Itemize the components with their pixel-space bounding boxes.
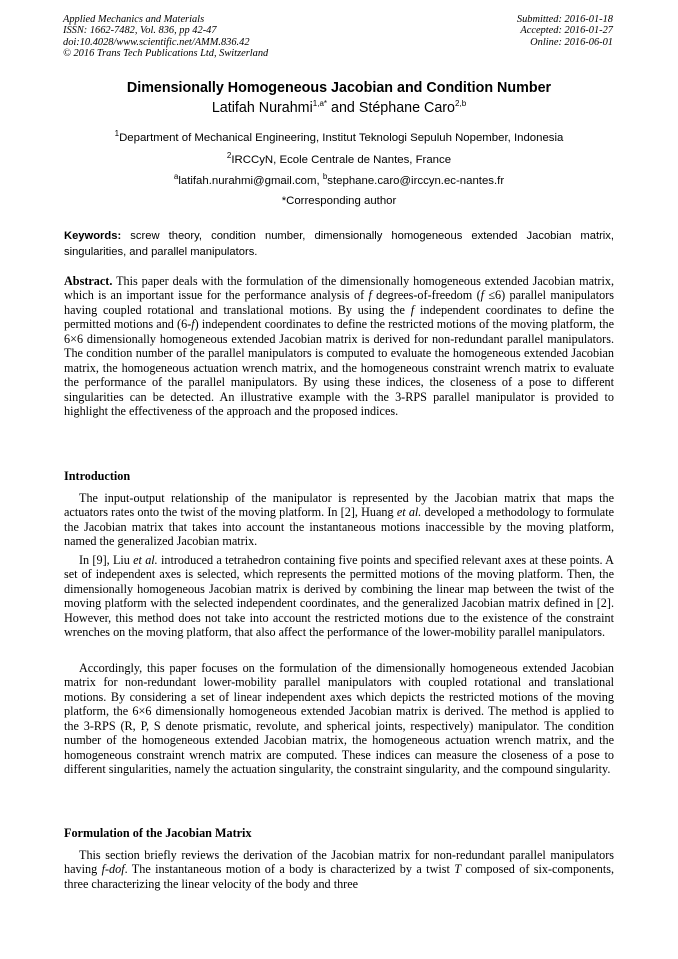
paper-title: Dimensionally Homogeneous Jacobian and Condition Number [126, 80, 552, 96]
journal-issn: ISSN: 1662-7482, Vol. 836, pp 42-47 [63, 25, 217, 37]
intro-paragraph-2 [64, 553, 614, 640]
journal-header-left [63, 14, 268, 60]
italic-text: f-dof [101, 862, 125, 877]
submitted-date: Submitted: 2016-01-18 [516, 14, 613, 25]
intro-paragraph-1 [64, 491, 614, 549]
journal-doi: doi:10.4028/www.scientific.net/AMM.836.42 [63, 36, 250, 48]
accepted-date: Accepted: 2016-01-27 [520, 25, 613, 37]
paragraph-text: introduced a tetrahedron containing five points and specified relevant axes at these points. A set of independent axes is selected, which represents the permitted motions of the moving platform. Then, the dimensionally homogeneous Jacobian matrix is derived by combining the linear map between the twist of the moving platform with the selected independent coordinates, and the generalized Jacobian matrix defined in [2]. However, this method does not take into account the restricted motions due to the existence of the constraint wrenches on the moving platform, that also affect the performance of the lower-mobility parallel manipulators. [64, 553, 614, 640]
math-symbol: f [191, 317, 195, 332]
affiliation-text: Department of Mechanical Engineering, Institut Teknologi Sepuluh Nopember, Indonesia [119, 132, 564, 144]
journal-header-right [517, 14, 613, 48]
abstract-label: Abstract. [64, 274, 113, 288]
email-link[interactable]: latifah.nurahmi@gmail.com, [178, 175, 323, 187]
keywords-block [64, 229, 614, 260]
abstract-block [64, 274, 614, 419]
email-marker: a [173, 172, 179, 182]
journal-copyright: © 2016 Trans Tech Publications Ltd, Switzerland [63, 48, 269, 60]
math-symbol: f [480, 288, 485, 303]
abstract-text: degrees-of-freedom ( [371, 288, 481, 303]
intro-paragraph-3: Accordingly, this paper focuses on the formulation of the dimensionally homogeneous extended Jacobian matrix for non-redundant lower-mobility parallel manipulators with coupled rotational and translational motions. By considering a set of linear independent axes which depicts the restricted motions of the moving platform, the 6×6 dimensionally homogeneous extended Jacobian matrix is derived. The method is applied to the 3-RPS (R, P, S denote prismatic, revolute, and spherical joints, respectively) manipulator. The condition number of the homogeneous extended Jacobian matrix, the homogeneous actuation wrench matrix, and the homogeneous constraint wrench matrix are computed. These indices can measure the closeness of a pose to different singularities, namely the actuation singularity, the constraint singularity, and the compound singularity. [64, 661, 614, 777]
journal-name: Applied Mechanics and Materials [63, 14, 205, 25]
paragraph-text: This section briefly reviews the derivation of the Jacobian matrix for non-redundant parallel manipulators having [64, 848, 614, 877]
affiliation-text: IRCCyN, Ecole Centrale de Nantes, France [231, 154, 452, 166]
author-name: Stéphane Caro [358, 100, 456, 116]
email-link[interactable]: stephane.caro@irccyn.ec-nantes.fr [327, 175, 505, 187]
paragraph-text: In [9], Liu [79, 553, 134, 567]
affiliation-marker: 1 [114, 129, 120, 139]
paragraph-text: The input-output relationship of the manipulator is represented by the Jacobian matrix that maps the actuators rates onto the twist of the moving platform. In [2], Huang [64, 491, 614, 520]
math-symbol: T [454, 862, 462, 877]
online-date: Online: 2016-06-01 [530, 36, 613, 48]
section-heading-introduction: Introduction [64, 469, 131, 483]
author-emails [0, 172, 678, 187]
abstract-text: ≤6) parallel manipulators having coupled rotational and translational motions. By using the [64, 288, 614, 317]
paragraph-text: composed of six-components, three characterizing the linear velocity of the body and three [64, 862, 614, 891]
italic-text: et al. [396, 505, 422, 520]
affiliation-2 [0, 151, 678, 166]
author-superscript: 2,b [455, 99, 467, 109]
italic-text: et al. [133, 553, 158, 567]
author-superscript: 1,a* [312, 99, 328, 109]
math-symbol: f [368, 288, 372, 303]
formulation-paragraph-1 [64, 848, 614, 891]
author-list [0, 100, 678, 116]
math-symbol: f [410, 302, 415, 317]
affiliation-1 [0, 129, 678, 144]
keywords-text: screw theory, condition number, dimensionally homogeneous extended Jacobian matrix, singularities, and parallel manipulators. [64, 230, 614, 258]
abstract-text: independent coordinates to define the permitted motions and (6- [64, 302, 614, 332]
paragraph-text: . The instantaneous motion of a body is characterized by a twist [124, 862, 455, 877]
abstract-text: This paper deals with the formulation of the dimensionally homogeneous extended Jacobian matrix, which is an important issue for the performance analysis of [64, 274, 614, 303]
email-marker: b [322, 172, 328, 182]
abstract-text: ) independent coordinates to define the restricted motions of the moving platform, the 6×6 dimensionally homogeneous extended Jacobian matrix is derived for non-redundant parallel manipulators. The condition number of the parallel manipulators is computed to evaluate the homogeneous extended Jacobian matrix, the homogeneous actuation wrench matrix, and the homogeneous constraint wrench matrix to evaluate the performance of the parallel manipulators. By using these indices, the closeness of a pose to different singularities can be detected. An illustrative example with the 3-RPS parallel manipulator is provided to highlight the effectiveness of the approach and the proposed indices. [64, 317, 614, 419]
corresponding-author-note: *Corresponding author [281, 195, 397, 207]
paragraph-text: developed a methodology to formulate the Jacobian matrix that takes into account the instantaneous motions inaccessible by the moving platform, named the generalized Jacobian matrix. [64, 505, 615, 549]
author-conjunction: and [327, 100, 359, 116]
author-name: Latifah Nurahmi [211, 100, 313, 116]
section-heading-formulation: Formulation of the Jacobian Matrix [64, 826, 252, 840]
keywords-label: Keywords: [64, 230, 122, 242]
affiliation-marker: 2 [226, 151, 232, 161]
